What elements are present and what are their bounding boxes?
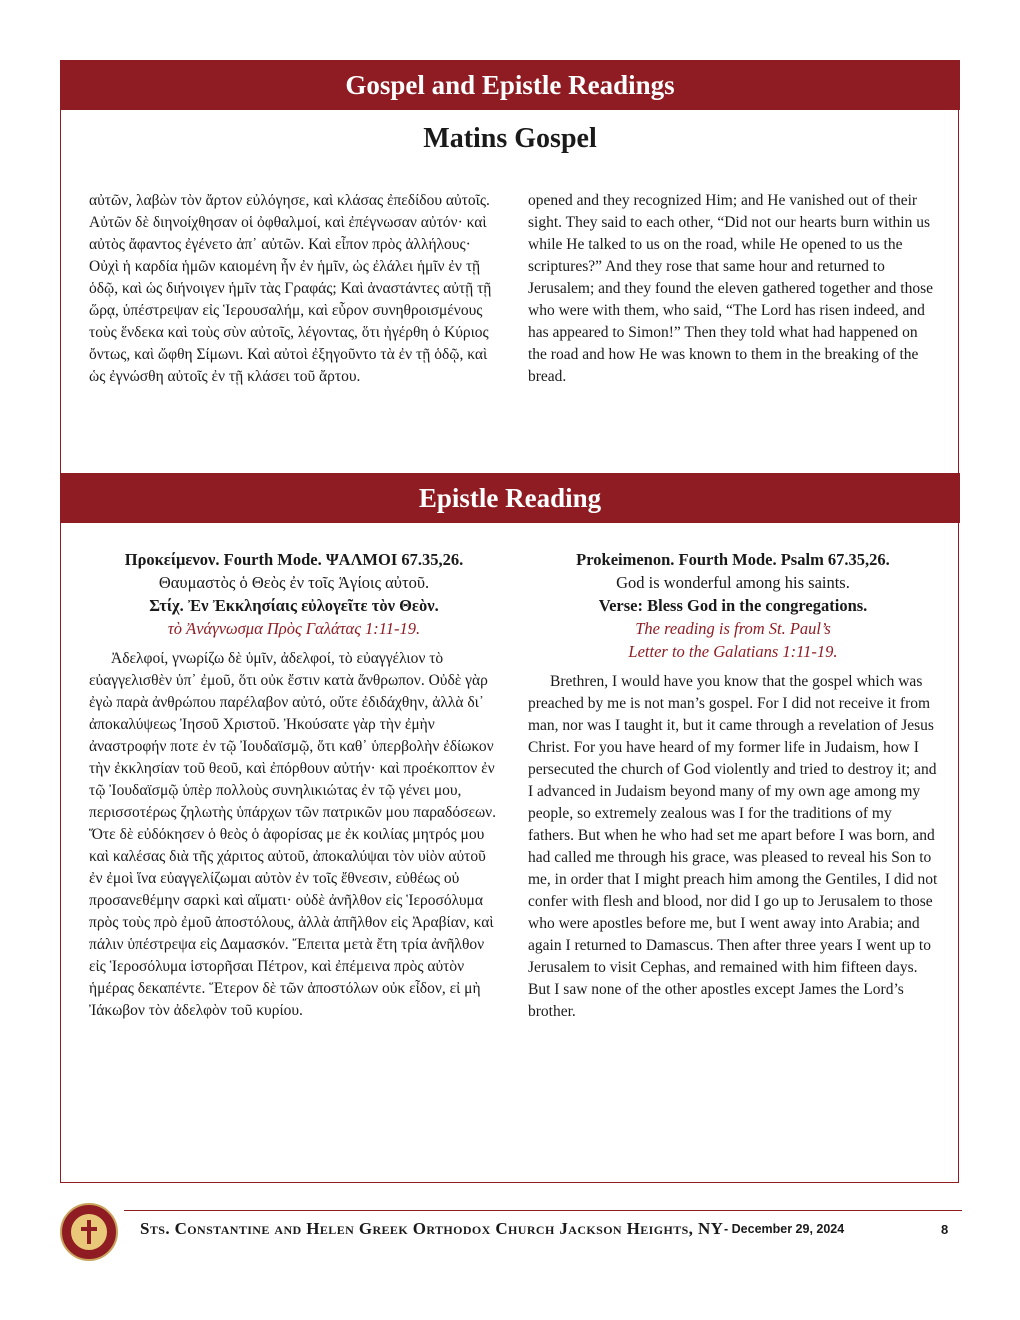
footer-date: - December 29, 2024 — [724, 1222, 845, 1236]
epistle-greek-column — [89, 548, 499, 1022]
section-banner-gospel-epistle: Gospel and Epistle Readings — [60, 60, 960, 110]
epistle-greek-heading — [89, 548, 499, 640]
matins-greek-text — [89, 190, 499, 388]
footer-church-name: Sts. Constantine and Helen Greek Orthodox Church Jackson Heights, NY — [140, 1219, 724, 1238]
greek-verse-line: Στίχ. Ἐν Ἐκκλησίαις εὐλογεῖτε τὸν Θεὸν. — [149, 596, 439, 615]
footer-divider — [124, 1210, 962, 1211]
matins-greek-paragraph: αὐτῶν, λαβὼν τὸν ἄρτον εὐλόγησε, καὶ κλάσας ἐπεδίδου αὐτοῖς. Αὐτῶν δὲ διηνοίχθησαν οἱ ὀφθαλμοί, καὶ ἐπέγνωσαν αὐτόν· καὶ αὐτὸς ἄφαντος ἐγένετο ἀπ᾽ αὐτῶν. Καὶ εἶπον πρὸς ἀλλήλους· Οὐχὶ ἡ καρδία ἡμῶν καιομένη ἦν ἐν ἡμῖν, ὡς ἐλάλει ἡμῖν ἐν τῇ ὁδῷ, καὶ ὡς διήνοιγεν ἡμῖν τὰς Γραφάς; Καὶ ἀναστάντες αὐτῇ τῇ ὥρᾳ, ὑπέστρεψαν εἰς Ἱερουσαλήμ, καὶ εὗρον συνηθροισμένους τοὺς ἕνδεκα καὶ τοὺς σὺν αὐτοῖς, λέγοντας, ὅτι ἠγέρθη ὁ Κύριος ὄντως, καὶ ὤφθη Σίμωνι. Καὶ αὐτοὶ ἐξηγοῦντο τὰ ἐν τῇ ὁδῷ, καὶ ὡς ἐγνώσθη αὐτοῖς ἐν τῇ κλάσει τοῦ ἄρτου. — [89, 192, 492, 385]
page-number: 8 — [941, 1222, 949, 1237]
epistle-english-column — [528, 548, 938, 1023]
english-prokeimenon: Prokeimenon. Fourth Mode. Psalm 67.35,26. — [576, 550, 890, 569]
greek-psalm-line: Θαυμαστὸς ὁ Θεὸς ἐν τοῖς Ἁγίοις αὐτοῦ. — [158, 573, 430, 592]
epistle-english-body: Brethren, I would have you know that the gospel which was preached by me is not man’s gospel. For I did not receive it from man, nor was I taught it, but it came through a revelation of Jesus Christ. For you have heard of my former life in Judaism, how I persecuted the church of God violently and tried to destroy it; and I advanced in Judaism beyond many of my own age among my people, so extremely zealous was I for the traditions of my fathers. But when he who had set me apart before I was born, and had called me through his grace, was pleased to reveal his Son to me, in order that I might preach him among the Gentiles, I did not confer with flesh and blood, nor did I go up to Jerusalem to those who were apostles before me, but I went away into Arabia; and again I returned to Damascus. Then after three years I went up to Jerusalem to visit Cephas, and remained with him fifteen days. But I saw none of the other apostles except James the Lord’s brother. — [528, 673, 938, 1020]
matins-english-paragraph: opened and they recognized Him; and He vanished out of their sight. They said to each other, “Did not our hearts burn within us while He talked to us on the road, while He opened to us the scriptures?” And they rose that same hour and returned to Jerusalem; and they found the eleven gathered together and those who were with them, who said, “The Lord has risen indeed, and has appeared to Simon!” Then they told what had happened on the road and how He was known to them in the breaking of the bread. — [528, 192, 934, 385]
epistle-greek-body: Ἀδελφοί, γνωρίζω δὲ ὑμῖν, ἀδελφοί, τὸ εὐαγγέλιον τὸ εὐαγγελισθὲν ὑπ᾽ ἐμοῦ, ὅτι οὐκ ἔστιν κατὰ ἄνθρωπον. Οὐδὲ γὰρ ἐγὼ παρὰ ἀνθρώπου παρέλαβον αὐτό, οὔτε ἐδιδάχθην, ἀλλὰ δι᾽ ἀποκαλύψεως Ἰησοῦ Χριστοῦ. Ἠκούσατε γὰρ τὴν ἐμὴν ἀναστροφήν ποτε ἐν τῷ Ἰουδαϊσμῷ, ὅτι καθ᾽ ὑπερβολὴν ἐδίωκον τὴν ἐκκλησίαν τοῦ θεοῦ, καὶ ἐπόρθουν αὐτήν· καὶ προέκοπτον ἐν τῷ Ἰουδαϊσμῷ ὑπὲρ πολλοὺς συνηλικιώτας ἐν τῷ γένει μου, περισσοτέρως ζηλωτὴς ὑπάρχων τῶν πατρικῶν μου παραδόσεων. Ὅτε δὲ εὐδόκησεν ὁ θεὸς ὁ ἀφορίσας με ἐκ κοιλίας μητρός μου καὶ καλέσας διὰ τῆς χάριτος αὐτοῦ, ἀποκαλύψαι τὸν υἱὸν αὐτοῦ ἐν ἐμοὶ ἵνα εὐαγγελίζωμαι αὐτὸν ἐν τοῖς ἔθνεσιν, εὐθέως οὐ προσανεθέμην σαρκὶ καὶ αἵματι· οὐδὲ ἀνῆλθον εἰς Ἱεροσόλυμα πρὸς τοὺς πρὸ ἐμοῦ ἀποστόλους, ἀλλὰ ἀπῆλθον εἰς Ἀραβίαν, καὶ πάλιν ὑπέστρεψα εἰς Δαμασκόν. Ἔπειτα μετὰ ἔτη τρία ἀνῆλθον εἰς Ἱεροσόλυμα ἱστορῆσαι Πέτρον, καὶ ἐπέμεινα πρὸς αὐτὸν ἡμέρας δεκαπέντε. Ἕτερον δὲ τῶν ἀποστόλων οὐκ εἶδον, εἰ μὴ Ἰάκωβον τὸν ἀδελφὸν τοῦ κυρίου. — [89, 650, 497, 1019]
matins-english-text — [528, 190, 938, 388]
english-reading-reference-1: The reading is from St. Paul’s — [635, 619, 831, 638]
section-banner-epistle: Epistle Reading — [60, 473, 960, 523]
greek-reading-reference: τὸ Ἀνάγνωσμα Πρὸς Γαλάτας 1:11-19. — [167, 619, 421, 638]
church-seal-icon — [60, 1203, 118, 1261]
english-reading-reference-2: Letter to the Galatians 1:11-19. — [628, 642, 838, 661]
english-psalm-line: God is wonderful among his saints. — [616, 573, 850, 592]
matins-gospel-title: Matins Gospel — [423, 123, 597, 154]
epistle-english-heading — [528, 548, 938, 663]
greek-prokeimenon: Προκείμενον. Fourth Mode. ΨΑΛΜΟΙ 67.35,26. — [124, 550, 464, 569]
english-verse-line: Verse: Bless God in the congregations. — [598, 596, 868, 615]
